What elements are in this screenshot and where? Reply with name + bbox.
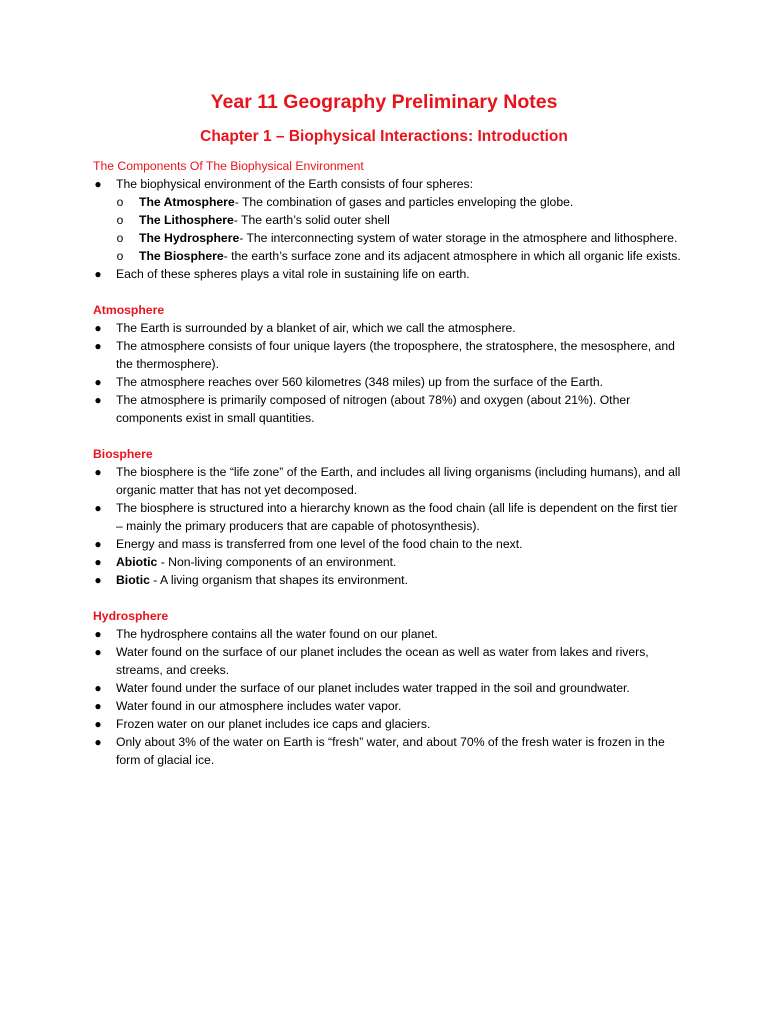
list-item bbox=[93, 625, 683, 643]
list-item-text: The hydrosphere contains all the water found on our planet. bbox=[116, 627, 438, 641]
list-item bbox=[93, 319, 683, 337]
components-list bbox=[93, 175, 683, 283]
list-item bbox=[93, 643, 683, 679]
list-item-text: Water found in our atmosphere includes water vapor. bbox=[116, 699, 402, 713]
sub-list-item bbox=[93, 193, 683, 211]
list-item-text: The atmosphere reaches over 560 kilometres (348 miles) up from the surface of the Earth. bbox=[116, 375, 604, 389]
list-item bbox=[93, 373, 683, 391]
list-item bbox=[93, 733, 683, 769]
bullet-icon: ● bbox=[94, 717, 102, 731]
bullet-icon: ● bbox=[94, 645, 102, 659]
list-item-text: Water found under the surface of our planet includes water trapped in the soil and groundwater. bbox=[116, 681, 630, 695]
bullet-icon: ● bbox=[94, 537, 102, 551]
list-item bbox=[93, 571, 683, 589]
list-item bbox=[93, 553, 683, 571]
section-heading-hydrosphere: Hydrosphere bbox=[93, 609, 169, 623]
term-desc: - A living organism that shapes its environment. bbox=[149, 573, 408, 587]
list-item bbox=[93, 697, 683, 715]
term-desc: - Non-living components of an environment. bbox=[157, 555, 397, 569]
list-item bbox=[93, 499, 683, 535]
sphere-desc: - the earth’s surface zone and its adjacent atmosphere in which all organic life exists. bbox=[223, 249, 681, 263]
bullet-icon: ● bbox=[94, 699, 102, 713]
list-item-text: The biosphere is the “life zone” of the Earth, and includes all living organisms (including humans), and all organic matter that has not yet decomposed. bbox=[116, 465, 681, 497]
list-item-text: The biophysical environment of the Earth consists of four spheres: bbox=[116, 177, 474, 191]
bullet-icon: ● bbox=[94, 339, 102, 353]
circle-bullet-icon: o bbox=[116, 249, 124, 263]
sphere-term: The Lithosphere bbox=[139, 213, 234, 227]
bullet-icon: ● bbox=[94, 321, 102, 335]
list-item bbox=[93, 715, 683, 733]
list-item-text: The atmosphere consists of four unique layers (the troposphere, the stratosphere, the mesosphere, and the thermosphere). bbox=[116, 339, 675, 371]
circle-bullet-icon: o bbox=[116, 195, 124, 209]
section-heading-atmosphere: Atmosphere bbox=[93, 303, 165, 317]
section-heading-components: The Components Of The Biophysical Environment bbox=[93, 159, 364, 173]
circle-bullet-icon: o bbox=[116, 231, 124, 245]
section-heading-biosphere: Biosphere bbox=[93, 447, 153, 461]
sphere-desc: - The interconnecting system of water storage in the atmosphere and lithosphere. bbox=[239, 231, 678, 245]
bullet-icon: ● bbox=[94, 375, 102, 389]
sphere-desc: - The earth’s solid outer shell bbox=[233, 213, 390, 227]
bullet-icon: ● bbox=[94, 393, 102, 407]
list-item-text: The biosphere is structured into a hierarchy known as the food chain (all life is dependent on the first tier – mainly the primary producers that are capable of photosynthesis). bbox=[116, 501, 678, 533]
sub-list-item bbox=[93, 211, 683, 229]
list-item bbox=[93, 175, 683, 265]
chapter-subtitle: Chapter 1 – Biophysical Interactions: Introduction bbox=[200, 128, 568, 145]
bullet-icon: ● bbox=[94, 555, 102, 569]
list-item-text: The atmosphere is primarily composed of nitrogen (about 78%) and oxygen (about 21%). Other components exist in small quantities. bbox=[116, 393, 631, 425]
term-biotic: Biotic bbox=[116, 573, 150, 587]
list-item-text: Energy and mass is transferred from one level of the food chain to the next. bbox=[116, 537, 523, 551]
bullet-icon: ● bbox=[94, 735, 102, 749]
list-item bbox=[93, 337, 683, 373]
sphere-term: The Hydrosphere bbox=[139, 231, 240, 245]
sub-list-item bbox=[93, 247, 683, 265]
bullet-icon: ● bbox=[94, 177, 102, 191]
term-abiotic: Abiotic bbox=[116, 555, 158, 569]
list-item bbox=[93, 391, 683, 427]
bullet-icon: ● bbox=[94, 627, 102, 641]
biosphere-list bbox=[93, 463, 683, 589]
circle-bullet-icon: o bbox=[116, 213, 124, 227]
list-item-text: Each of these spheres plays a vital role in sustaining life on earth. bbox=[116, 267, 470, 281]
sphere-term: The Atmosphere bbox=[139, 195, 235, 209]
bullet-icon: ● bbox=[94, 267, 102, 281]
sphere-desc: - The combination of gases and particles enveloping the globe. bbox=[234, 195, 574, 209]
list-item-text: Only about 3% of the water on Earth is “fresh” water, and about 70% of the fresh water is frozen in the form of glacial ice. bbox=[116, 735, 665, 767]
list-item bbox=[93, 463, 683, 499]
list-item bbox=[93, 265, 683, 283]
bullet-icon: ● bbox=[94, 681, 102, 695]
page-title: Year 11 Geography Preliminary Notes bbox=[210, 91, 558, 113]
list-item-text: Frozen water on our planet includes ice caps and glaciers. bbox=[116, 717, 431, 731]
bullet-icon: ● bbox=[94, 573, 102, 587]
list-item bbox=[93, 679, 683, 697]
bullet-icon: ● bbox=[94, 501, 102, 515]
list-item bbox=[93, 535, 683, 553]
atmosphere-list bbox=[93, 319, 683, 427]
sub-list-item bbox=[93, 229, 683, 247]
list-item-text: The Earth is surrounded by a blanket of air, which we call the atmosphere. bbox=[116, 321, 516, 335]
document-body bbox=[93, 157, 683, 769]
bullet-icon: ● bbox=[94, 465, 102, 479]
spheres-sublist bbox=[93, 193, 683, 265]
list-item-text: Water found on the surface of our planet includes the ocean as well as water from lakes and rivers, streams, and creeks. bbox=[116, 645, 649, 677]
sphere-term: The Biosphere bbox=[139, 249, 224, 263]
hydrosphere-list bbox=[93, 625, 683, 769]
